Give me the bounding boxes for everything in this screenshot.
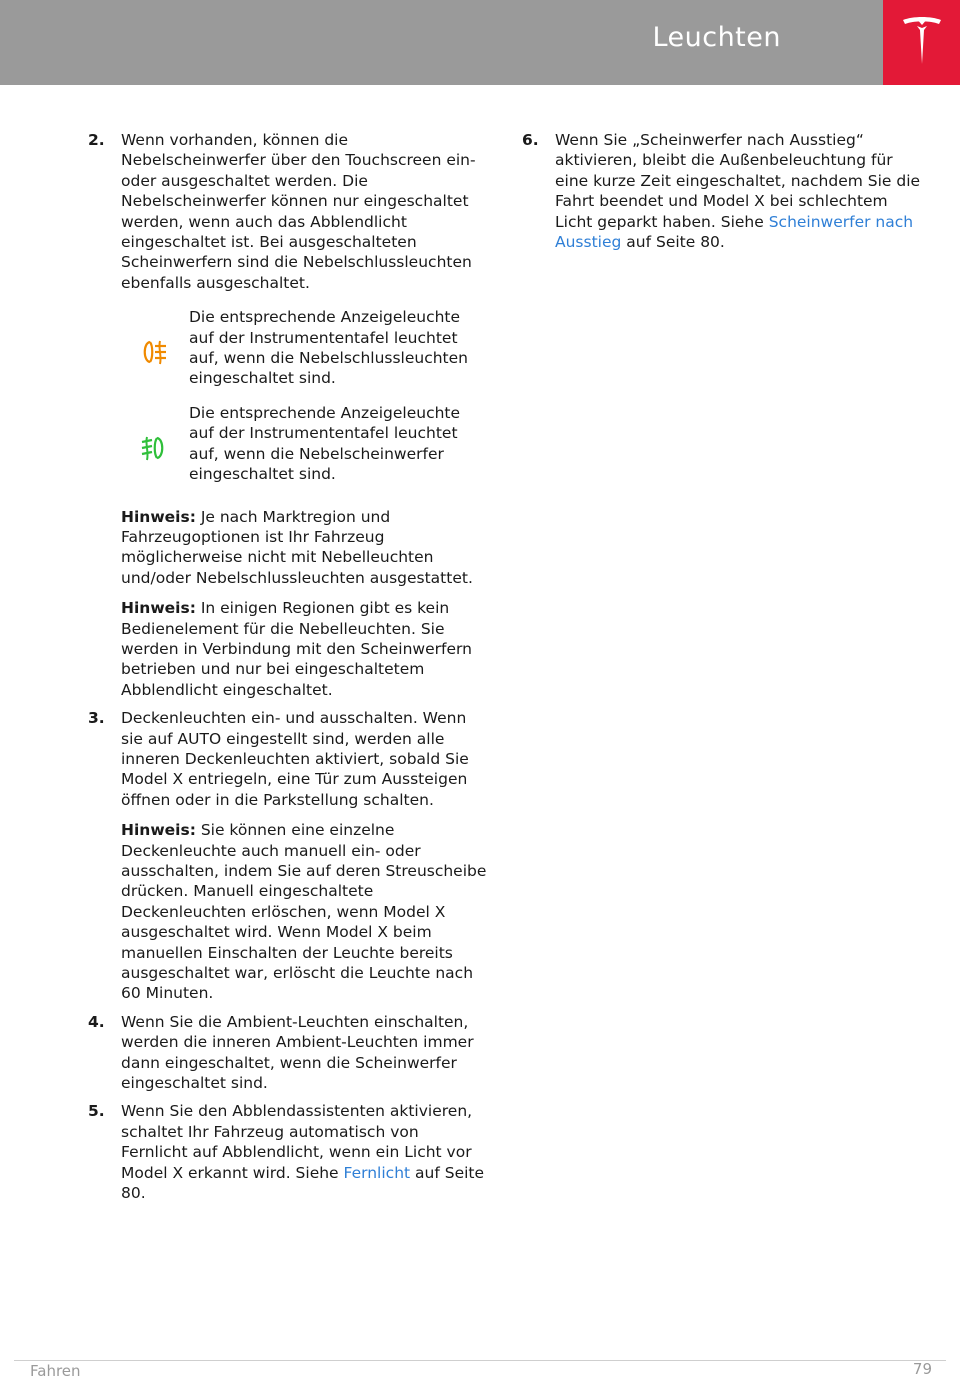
scheinwerfer-nach-ausstieg-link[interactable]: Scheinwerfer nach Ausstieg [555,212,914,252]
item-text-after: auf Seite 80. [121,1163,485,1203]
page-number: 79 [912,1360,932,1378]
item-number: 5. [88,1102,105,1121]
list-item-6 [522,130,922,252]
tesla-logo-icon [901,14,943,66]
list-item-2 [88,130,488,700]
note-text: In einigen Regionen gibt es kein Bedienelement für die Nebelleuchten. Sie werden in Verbindung mit den Scheinwerfern betrieben und nur bei eingeschaltetem Abblendlicht eingeschaltet. [121,599,472,699]
right-column [522,130,922,260]
item-text-before: Wenn Sie den Abblendassistenten aktivieren, schaltet Ihr Fahrzeug automatisch von Fernlicht auf Abblendlicht, wenn ein Licht vor Model X erkannt wird. Siehe [121,1102,473,1182]
item-text: Wenn Sie die Ambient-Leuchten einschalten, werden die inneren Ambient-Leuchten immer dann eingeschaltet, wenn die Scheinwerfer eingeschaltet sind. [121,1012,474,1093]
rear-fog-indicator-row [121,307,488,389]
list-item-3 [88,708,488,1004]
rear-fog-indicator-text: Die entsprechende Anzeigeleuchte auf der Instrumententafel leuchtet auf, wenn die Nebelschlussleuchten eingeschaltet sind. [189,308,468,388]
left-column [88,130,488,1212]
note-label: Hinweis: [121,599,196,618]
footer-divider [14,1360,946,1361]
page-title: Leuchten [652,22,781,53]
fernlicht-link[interactable]: Fernlicht [343,1163,411,1182]
logo-box [883,0,960,85]
item-number: 6. [522,131,539,149]
note [121,820,488,1004]
front-fog-indicator-text: Die entsprechende Anzeigeleuchte auf der Instrumententafel leuchtet auf, wenn die Nebelscheinwerfer eingeschaltet sind. [189,403,461,484]
item-number: 4. [88,1012,105,1031]
footer-section: Fahren [30,1362,81,1380]
list-item-4 [88,1012,488,1094]
item-text [555,130,922,252]
note-text: Sie können eine einzelne Deckenleuchte auch manuell ein- oder ausschalten, indem Sie auf deren Streuscheibe drücken. Manuell eingeschaltete Deckenleuchten erlöschen, wenn Model X ausgeschaltet wird. Wenn Model X beim manuellen Einschalten der Leuchte bereits ausgeschaltet war, erlöscht die Leuchte nach 60 Minuten. [121,821,487,1003]
item-text-before: Wenn Sie „Scheinwerfer nach Ausstieg“ aktivieren, bleibt die Außenbeleuchtung für eine kurze Zeit eingeschaltet, nachdem Sie die Fahrt beendet und Model X bei schlechtem Licht geparkt haben. Siehe [555,131,921,231]
item-number: 3. [88,709,105,728]
item-text: Wenn vorhanden, können die Nebelscheinwerfer über den Touchscreen ein- oder ausgeschaltet werden. Die Nebelscheinwerfer können nur eingeschaltet werden, wenn auch das Abblendlicht eingeschaltet ist. Bei ausgeschalteten Scheinwerfern sind die Nebelschlussleuchten ebenfalls ausgeschaltet. [121,131,476,292]
note [121,507,488,589]
note-label: Hinweis: [121,507,196,526]
front-fog-light-icon [139,433,169,463]
rear-fog-light-icon [139,337,169,367]
note-text: Je nach Marktregion und Fahrzeugoptionen ist Ihr Fahrzeug möglicherweise nicht mit Nebelleuchten und/oder Nebelschlussleuchten ausgestattet. [121,507,473,587]
list-item-5 [88,1101,488,1203]
note [121,598,488,700]
item-text: Deckenleuchten ein- und ausschalten. Wenn sie auf AUTO eingestellt sind, werden alle inneren Deckenleuchten aktiviert, sobald Sie Model X entriegeln, eine Tür zum Aussteigen öffnen oder in die Parkstellung schalten. [121,709,469,809]
item-text [121,1101,488,1203]
front-fog-indicator-row [121,403,488,485]
item-number: 2. [88,131,105,149]
note-label: Hinweis: [121,821,196,840]
header-bar [0,0,883,85]
item-text-after: auf Seite 80. [621,233,725,252]
